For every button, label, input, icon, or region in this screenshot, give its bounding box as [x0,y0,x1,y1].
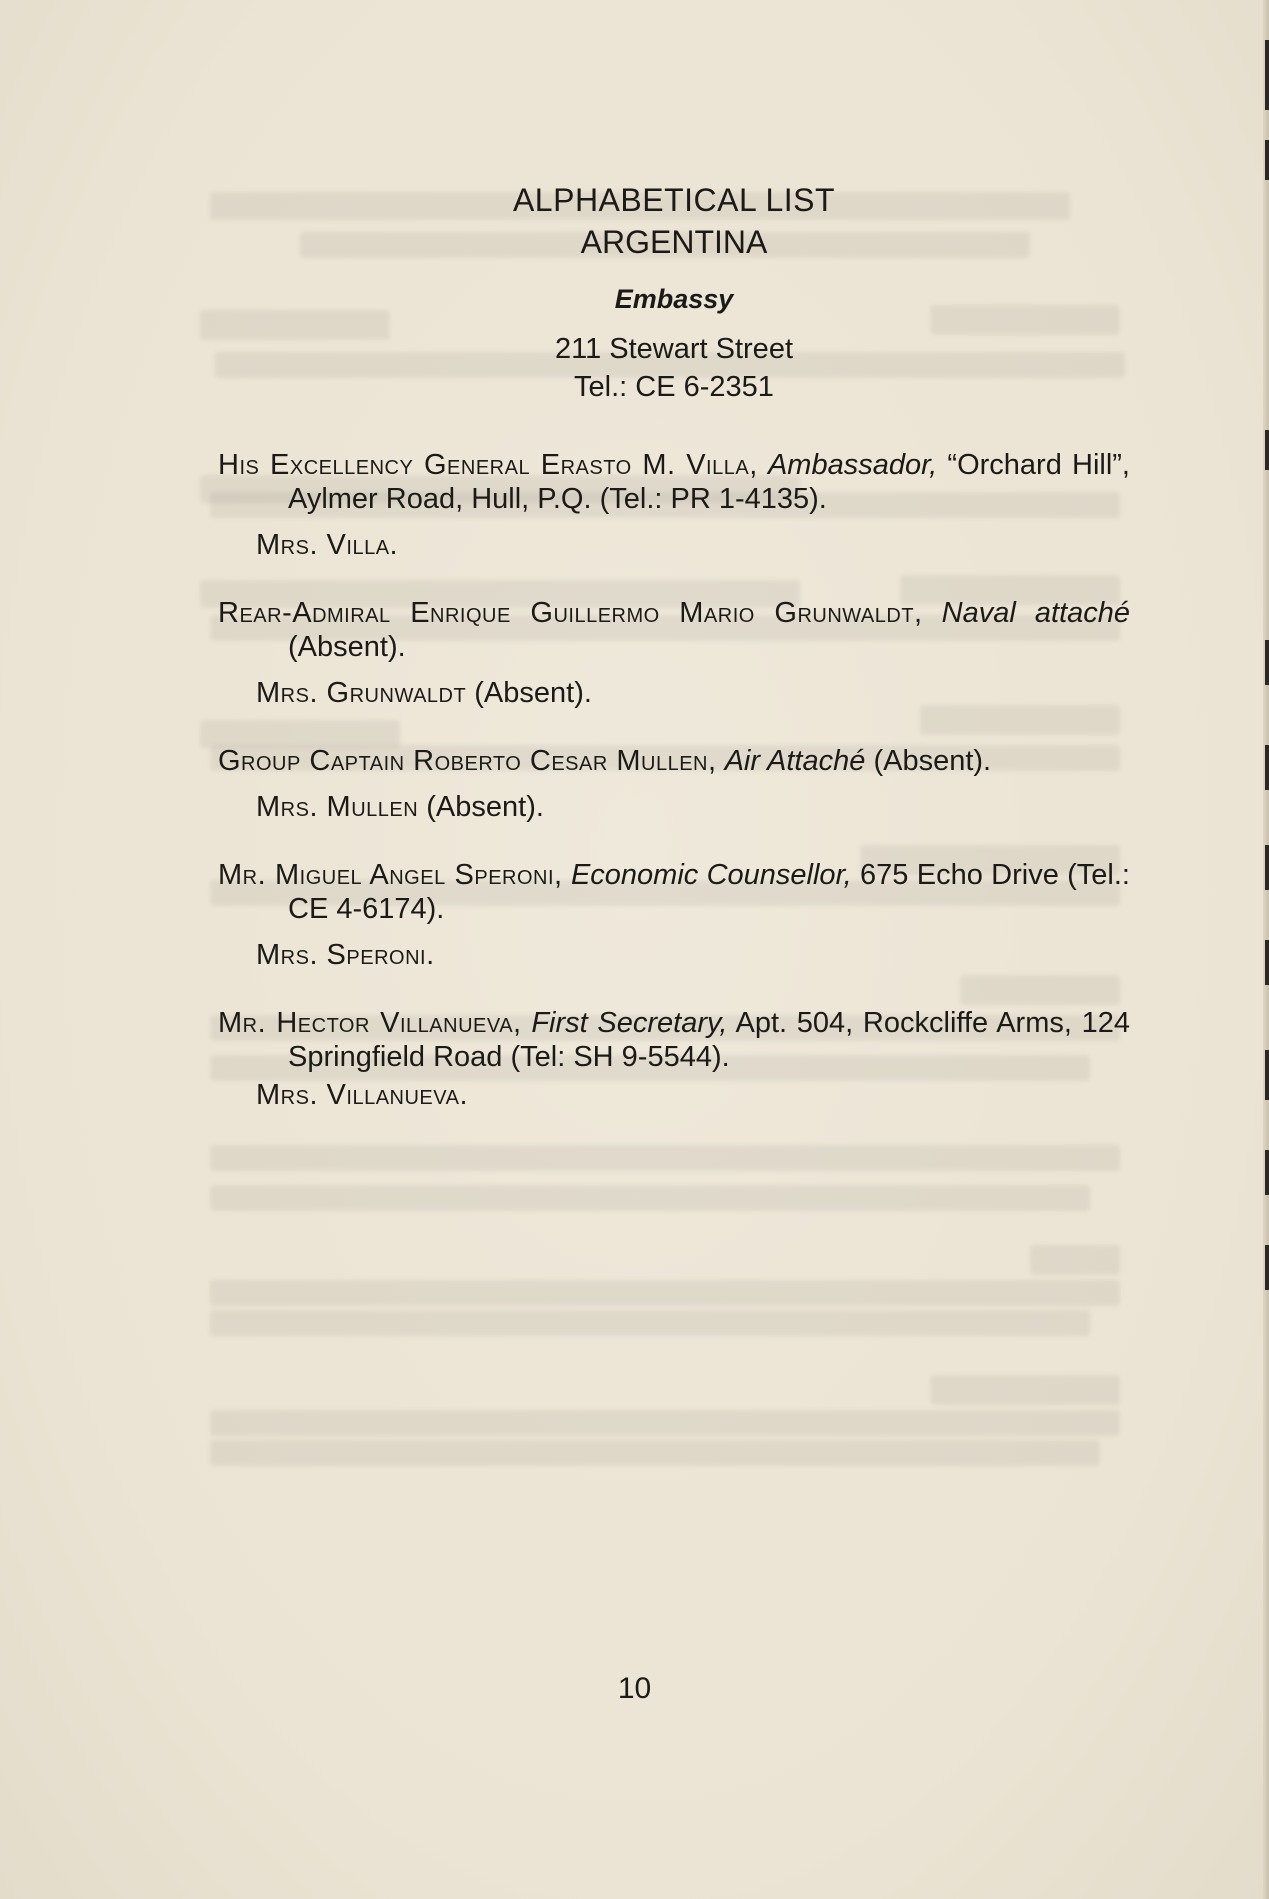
person-name: Rear-Admiral Enrique Guillermo Mario Grunwaldt, [218,597,923,629]
office-heading: Embassy [614,284,734,314]
person-name: Group Captain Roberto Cesar Mullen, [218,745,717,777]
person-details: (Absent). [873,745,992,777]
country-heading: ARGENTINA [580,224,768,260]
person-details: (Absent). [288,631,406,663]
spouse-line [218,676,1130,710]
person-role: Naval attaché [941,597,1131,629]
spouse-name: Mrs. Mullen [256,791,419,823]
entry-text [218,448,1130,516]
person-details: “Orchard Hill”, Aylmer Road, Hull, P.Q. (Tel.: PR 1-4135). [288,449,1130,515]
office-address: 211 Stewart Street [554,333,794,365]
spouse-line [218,938,1130,972]
person-name: Mr. Miguel Angel Speroni, [218,859,563,891]
person-role: Air Attaché [724,745,866,777]
spouse-line [218,790,1130,824]
list-item [218,744,1130,824]
entry-text [218,858,1130,926]
page-edge [1263,0,1269,1899]
person-name: His Excellency General Erasto M. Villa, [218,449,758,481]
person-role: First Secretary, [531,1007,728,1039]
person-role: Ambassador, [767,449,938,481]
entry-text [218,1006,1130,1074]
spouse-name: Mrs. Villanueva. [256,1079,469,1111]
spouse-name: Mrs. Speroni. [256,939,435,971]
person-details: Apt. 504, Rockcliffe Arms, 124 Springfield Road (Tel: SH 9-5544). [288,1007,1130,1073]
list-item [218,858,1130,972]
list-item [218,1006,1130,1112]
office-phone: Tel.: CE 6-2351 [574,371,774,403]
spouse-note: (Absent). [426,791,544,823]
list-item [218,448,1130,562]
spouse-name: Mrs. Villa. [256,529,399,561]
entry-text [218,744,1130,778]
spouse-line [218,528,1130,562]
list-item [218,596,1130,710]
directory-listing [218,180,1130,1112]
person-name: Mr. Hector Villanueva, [218,1007,522,1039]
page-number: 10 [617,1672,652,1705]
spouse-name: Mrs. Grunwaldt [256,677,467,709]
spouse-line [218,1078,1130,1112]
person-details: 675 Echo Drive (Tel.: CE 4-6174). [288,859,1130,925]
spouse-note: (Absent). [474,677,592,709]
entry-text [218,596,1130,664]
person-role: Economic Counsellor, [570,859,852,891]
page-title: ALPHABETICAL LIST [512,182,836,218]
